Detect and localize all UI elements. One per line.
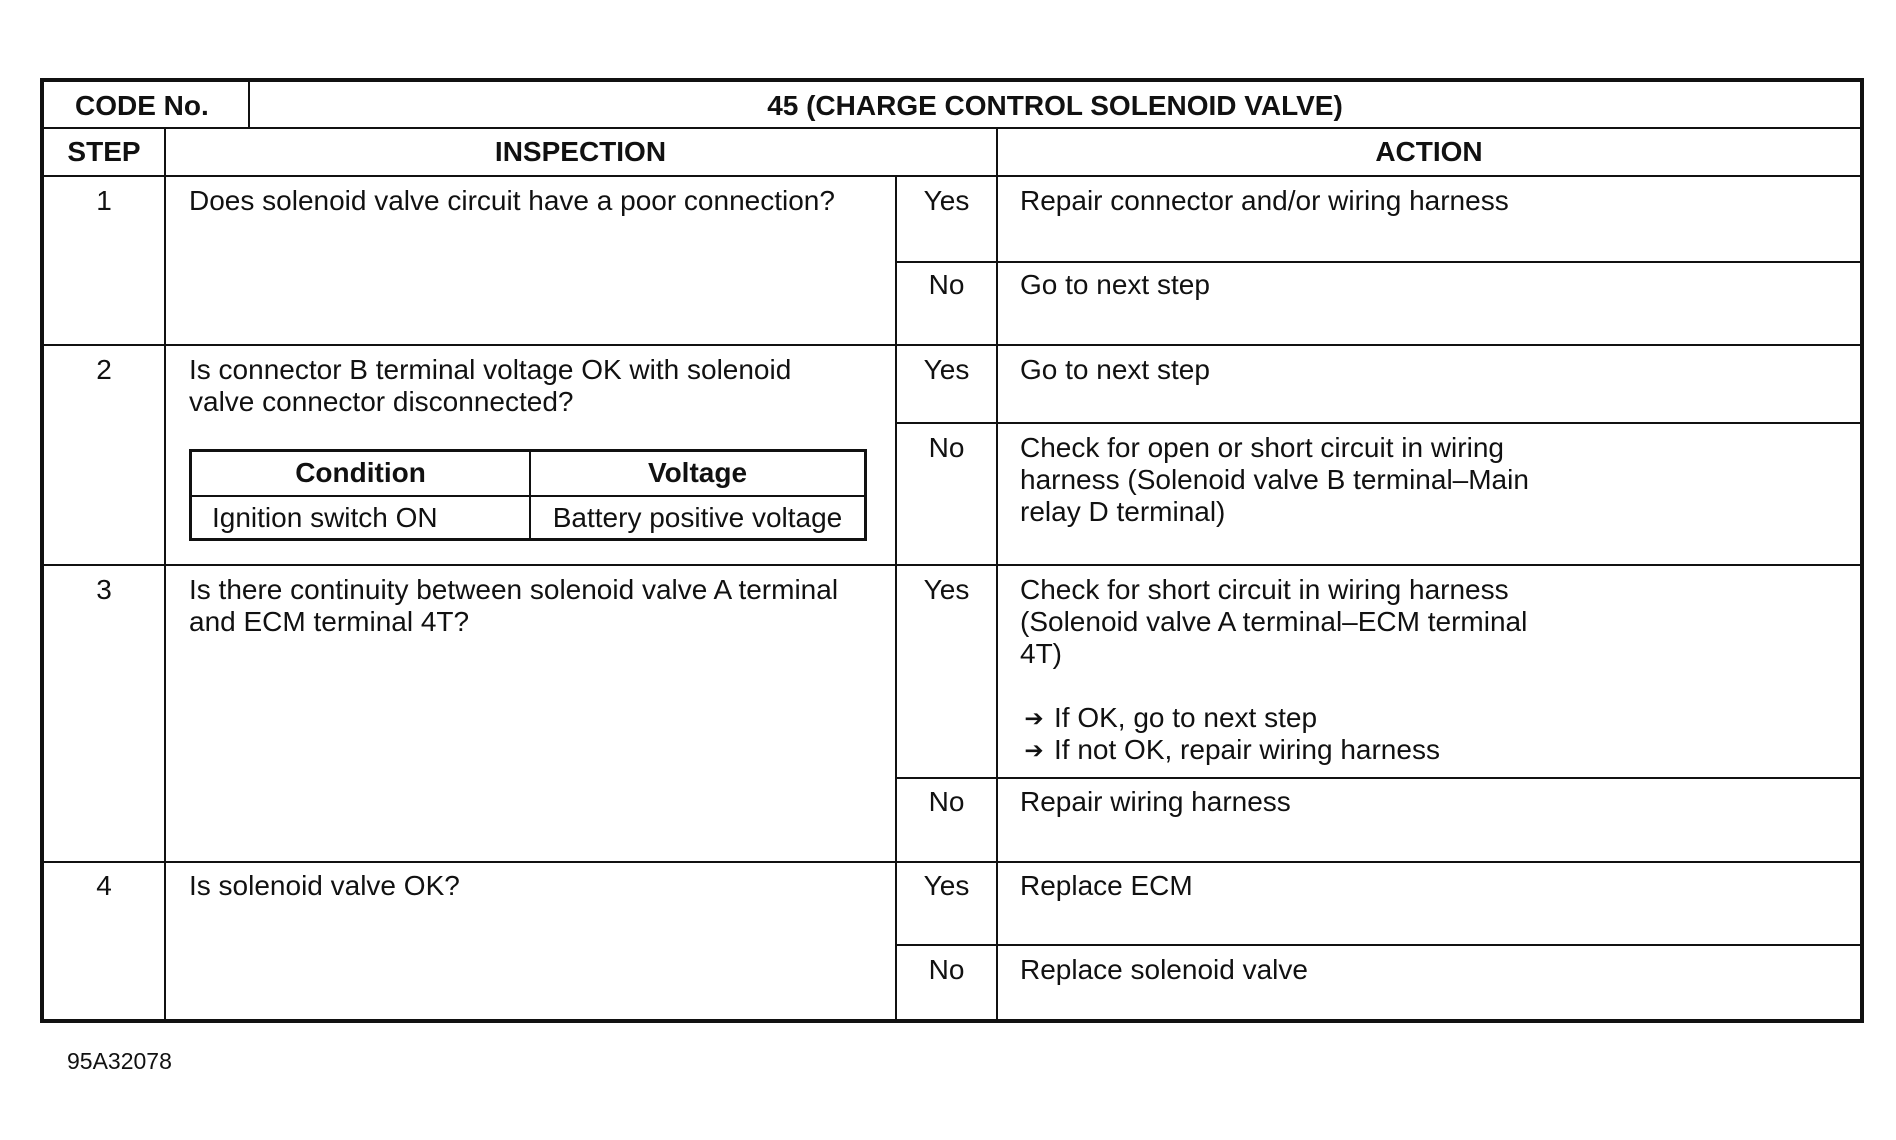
step1-bottom-line [44, 344, 1860, 346]
step4-split-line [895, 944, 1860, 946]
step-2-no-label: No [928, 432, 965, 463]
step-4-no-action: Replace solenoid valve [1020, 954, 1308, 985]
step-3-inspection: Is there continuity between solenoid valve A terminal and ECM terminal 4T? [189, 574, 839, 637]
step2-bottom-line [44, 564, 1860, 566]
code-label: CODE No. [75, 90, 209, 121]
step2-split-line [895, 422, 1860, 424]
step-1-no-label: No [928, 269, 965, 300]
step-2-yes-label: Yes [923, 354, 970, 385]
step-4-yes-label: Yes [923, 870, 970, 901]
figure-id: 95A32078 [67, 1048, 172, 1074]
action-header: ACTION [1375, 136, 1483, 167]
step-1-number: 1 [96, 185, 112, 216]
step-3-ok-bullet [1020, 702, 1317, 735]
step-1-yes-action: Repair connector and/or wiring harness [1020, 185, 1509, 216]
code-title: 45 (CHARGE CONTROL SOLENOID VALVE) [767, 90, 1343, 121]
step-4-no-label: No [928, 954, 965, 985]
step-column-line [164, 127, 166, 1023]
step-4-yes-action: Replace ECM [1020, 870, 1193, 901]
step-2-inspection: Is connector B terminal voltage OK with solenoid valve connector disconnected? [189, 354, 792, 417]
step-2-no-action: Check for open or short circuit in wiring harness (Solenoid valve B terminal–Main relay D terminal) [1020, 432, 1529, 527]
step-3-number: 3 [96, 574, 112, 605]
column-header-divider-line [44, 175, 1860, 177]
step-3-no-action: Repair wiring harness [1020, 786, 1291, 817]
condition-header: Condition [295, 457, 426, 488]
step-3-yes-action: Check for short circuit in wiring harness (Solenoid valve A terminal–ECM terminal 4T) [1020, 574, 1528, 669]
step-2-number: 2 [96, 354, 112, 385]
step-3-no-label: No [928, 786, 965, 817]
step-3-ok-text: If OK, go to next step [1054, 702, 1318, 733]
voltage-condition-table [189, 449, 867, 541]
step-2-yes-action: Go to next step [1020, 354, 1210, 385]
step-4-inspection: Is solenoid valve OK? [189, 870, 460, 901]
step3-bottom-line [44, 861, 1860, 863]
diagnostic-table [40, 78, 1864, 1023]
voltage-value: Battery positive voltage [552, 502, 843, 533]
action-column-line [996, 127, 998, 1023]
inspection-header: INSPECTION [494, 136, 667, 167]
step-4-number: 4 [96, 870, 112, 901]
step1-split-line [895, 261, 1860, 263]
step-1-yes-label: Yes [923, 185, 970, 216]
step-3-yes-label: Yes [923, 574, 970, 605]
arrow-right-icon: ➔ [1024, 705, 1044, 731]
step-header: STEP [67, 136, 141, 167]
step-3-not-ok-bullet [1020, 734, 1440, 767]
header-divider-line [44, 127, 1860, 129]
step-1-inspection: Does solenoid valve circuit have a poor connection? [189, 185, 835, 216]
step-1-no-action: Go to next step [1020, 269, 1210, 300]
condition-value: Ignition switch ON [212, 502, 438, 533]
step-3-not-ok-text: If not OK, repair wiring harness [1054, 734, 1440, 765]
arrow-right-icon: ➔ [1024, 737, 1044, 763]
step3-split-line [895, 777, 1860, 779]
voltage-header: Voltage [647, 457, 748, 488]
mini-table-header-line [192, 495, 864, 497]
